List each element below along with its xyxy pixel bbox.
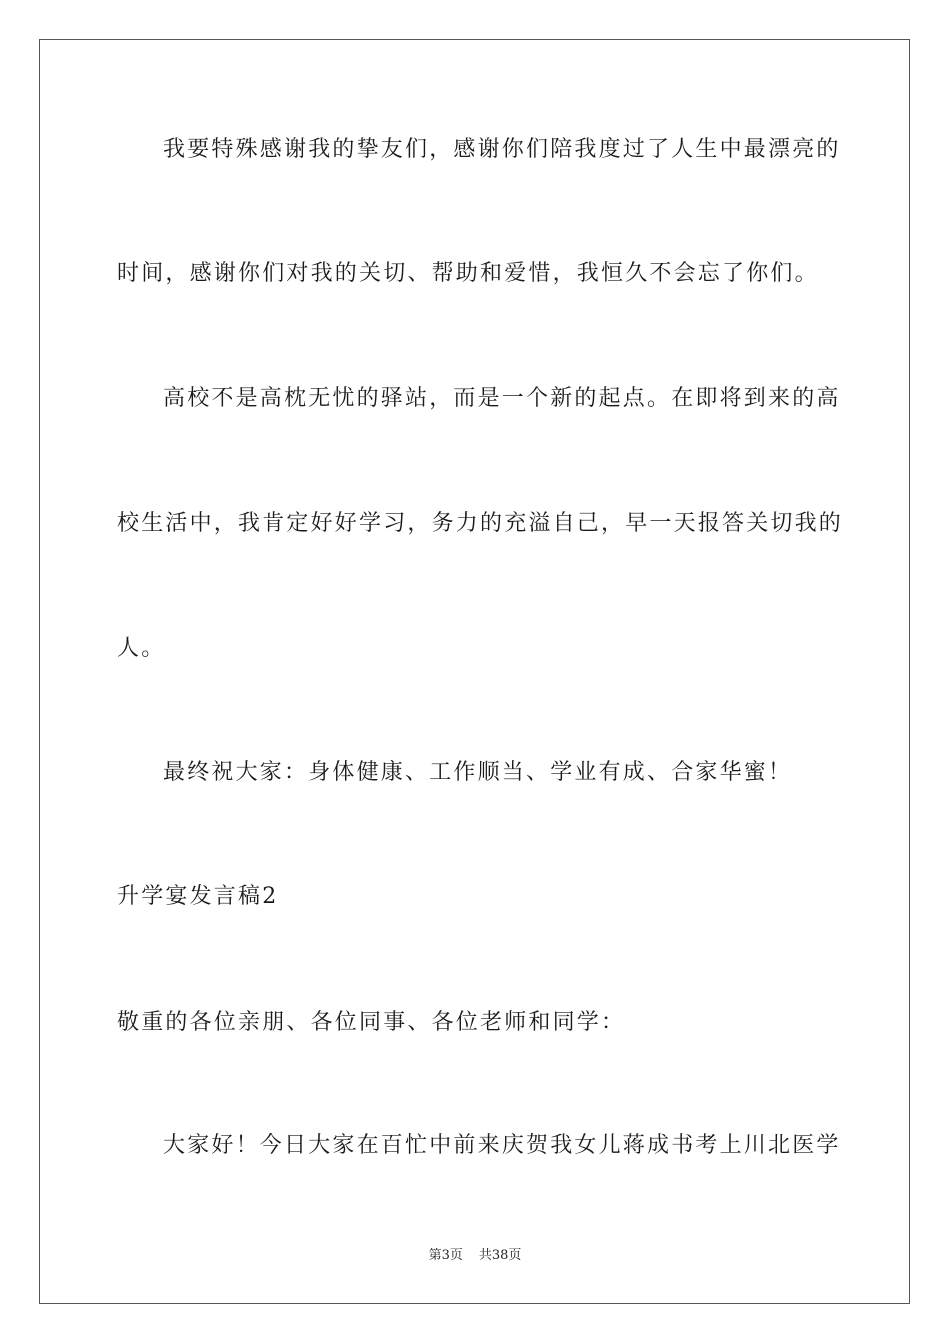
paragraph-4-line-1: 大家好！今日大家在百忙中前来庆贺我女儿蒋成书考上川北医学 bbox=[163, 1133, 841, 1158]
page-footer bbox=[0, 1247, 950, 1265]
paragraph-2-line-2: 校生活中，我肯定好好学习，务力的充溢自己，早一天报答关切我的 bbox=[117, 511, 844, 536]
paragraph-2-line-1: 高校不是高枕无忧的驿站，而是一个新的起点。在即将到来的高 bbox=[163, 386, 841, 411]
salutation: 敬重的各位亲朋、各位同事、各位老师和同学： bbox=[117, 1010, 626, 1035]
page-border bbox=[39, 39, 910, 1304]
total-pages: 共38页 bbox=[478, 1248, 522, 1263]
section-title: 升学宴发言稿2 bbox=[117, 884, 279, 909]
page-number: 第3页 bbox=[428, 1248, 463, 1263]
paragraph-1-line-1: 我要特殊感谢我的挚友们，感谢你们陪我度过了人生中最漂亮的 bbox=[163, 137, 841, 162]
paragraph-3-line-1: 最终祝大家：身体健康、工作顺当、学业有成、合家华蜜！ bbox=[163, 760, 793, 785]
paragraph-2-line-3: 人。 bbox=[117, 636, 166, 661]
paragraph-1-line-2: 时间，感谢你们对我的关切、帮助和爱惜，我恒久不会忘了你们。 bbox=[117, 261, 819, 286]
